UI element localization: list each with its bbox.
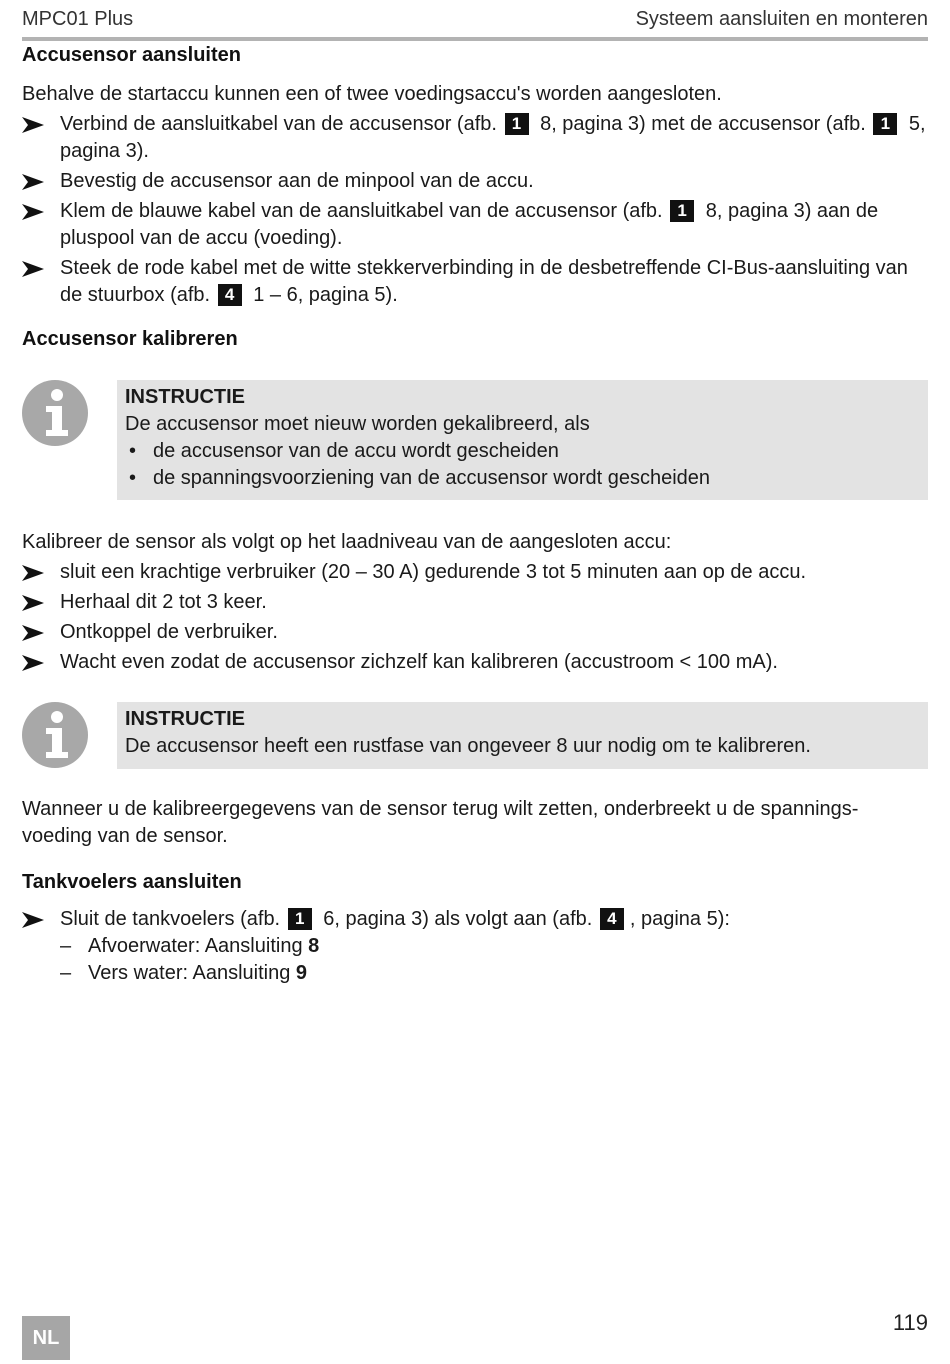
manual-title: MPC01 Plus: [22, 8, 134, 30]
page-header: [22, 6, 928, 36]
section1-steps: [22, 111, 928, 312]
arrow-bullet-icon: [22, 117, 44, 133]
arrow-bullet-icon: [22, 655, 44, 671]
section-heading-tankvoelers-aansluiten: Tankvoelers aansluiten: [22, 871, 242, 893]
chapter-title: Systeem aansluiten en monteren: [635, 8, 928, 30]
arrow-bullet-icon: [22, 261, 44, 277]
list-item: Steek de rode kabel met de witte stekkerverbinding in de desbetreffende CI-Bus-aansluiting van de stuurbox (afb. 4 1 – 6, pagina 5).: [22, 255, 928, 309]
list-item: Wacht even zodat de accusensor zichzelf kan kalibreren (accustroom < 100 mA).: [22, 649, 928, 676]
list-item: sluit een krachtige verbruiker (20 – 30 A) gedurende 3 tot 5 minuten aan op de accu.: [22, 559, 928, 586]
instruction-text: De accusensor heeft een rustfase van ongeveer 8 uur nodig om te kalibreren.: [125, 735, 811, 757]
section1-intro: Behalve de startaccu kunnen een of twee voedingsaccu's worden aangesloten.: [22, 83, 722, 105]
figure-ref-badge: 4: [218, 284, 242, 306]
instruction-bullets: [125, 438, 920, 492]
list-item: Ontkoppel de verbruiker.: [22, 619, 928, 646]
list-item: Herhaal dit 2 tot 3 keer.: [22, 589, 928, 616]
arrow-bullet-icon: [22, 565, 44, 581]
arrow-bullet-icon: [22, 174, 44, 190]
page-number: 119: [892, 1310, 928, 1335]
arrow-bullet-icon: [22, 625, 44, 641]
header-divider: [22, 37, 928, 41]
list-item: Klem de blauwe kabel van de aansluitkabel van de accusensor (afb. 1 8, pagina 3) aan de pluspool van de accu (voeding).: [22, 198, 928, 252]
figure-ref-badge: 1: [505, 113, 529, 135]
language-badge: NL: [22, 1316, 70, 1360]
instruction-note: [22, 380, 928, 500]
section2-outro: Wanneer u de kalibreergegevens van de sensor terug wilt zetten, onderbreekt u de spannings-voeding van de sensor.: [22, 798, 859, 847]
list-item: – Vers water: Aansluiting 9: [60, 962, 308, 984]
list-item: Bevestig de accusensor aan de minpool van de accu.: [22, 168, 928, 195]
info-icon: [22, 702, 88, 768]
list-item: – Afvoerwater: Aansluiting 8: [60, 935, 320, 957]
section2-steps: [22, 559, 928, 679]
arrow-bullet-icon: [22, 204, 44, 220]
section-heading-accusensor-kalibreren: Accusensor kalibreren: [22, 328, 238, 350]
list-item: • de spanningsvoorziening van de accusensor wordt gescheiden: [125, 465, 920, 492]
figure-ref-badge: 4: [600, 908, 624, 930]
info-icon: [22, 380, 88, 446]
arrow-bullet-icon: [22, 595, 44, 611]
arrow-bullet-icon: [22, 912, 44, 928]
list-item: • de accusensor van de accu wordt gescheiden: [125, 438, 920, 465]
figure-ref-badge: 1: [873, 113, 897, 135]
list-item: Verbind de aansluitkabel van de accusensor (afb. 1 8, pagina 3) met de accusensor (afb. 1 5, pagina 3).: [22, 111, 928, 165]
figure-ref-badge: 1: [670, 200, 694, 222]
section-heading-accusensor-aansluiten: Accusensor aansluiten: [22, 44, 241, 66]
section2-intro: Kalibreer de sensor als volgt op het laadniveau van de aangesloten accu:: [22, 531, 672, 553]
instruction-note: [22, 702, 928, 770]
instruction-box: [117, 702, 928, 769]
connection-sublist: [60, 933, 928, 987]
instruction-box: [117, 380, 928, 500]
list-item: Sluit de tankvoelers (afb. 1 6, pagina 3) als volgt aan (afb. 4 , pagina 5): – Afvoerwater: Aansluiting 8 – Vers water: Aansluiting 9: [22, 906, 928, 987]
section3-steps: [22, 906, 928, 990]
instruction-title: INSTRUCTIE: [125, 708, 245, 730]
instruction-text: De accusensor moet nieuw worden gekalibreerd, als: [125, 413, 590, 435]
instruction-title: INSTRUCTIE: [125, 386, 245, 408]
figure-ref-badge: 1: [288, 908, 312, 930]
